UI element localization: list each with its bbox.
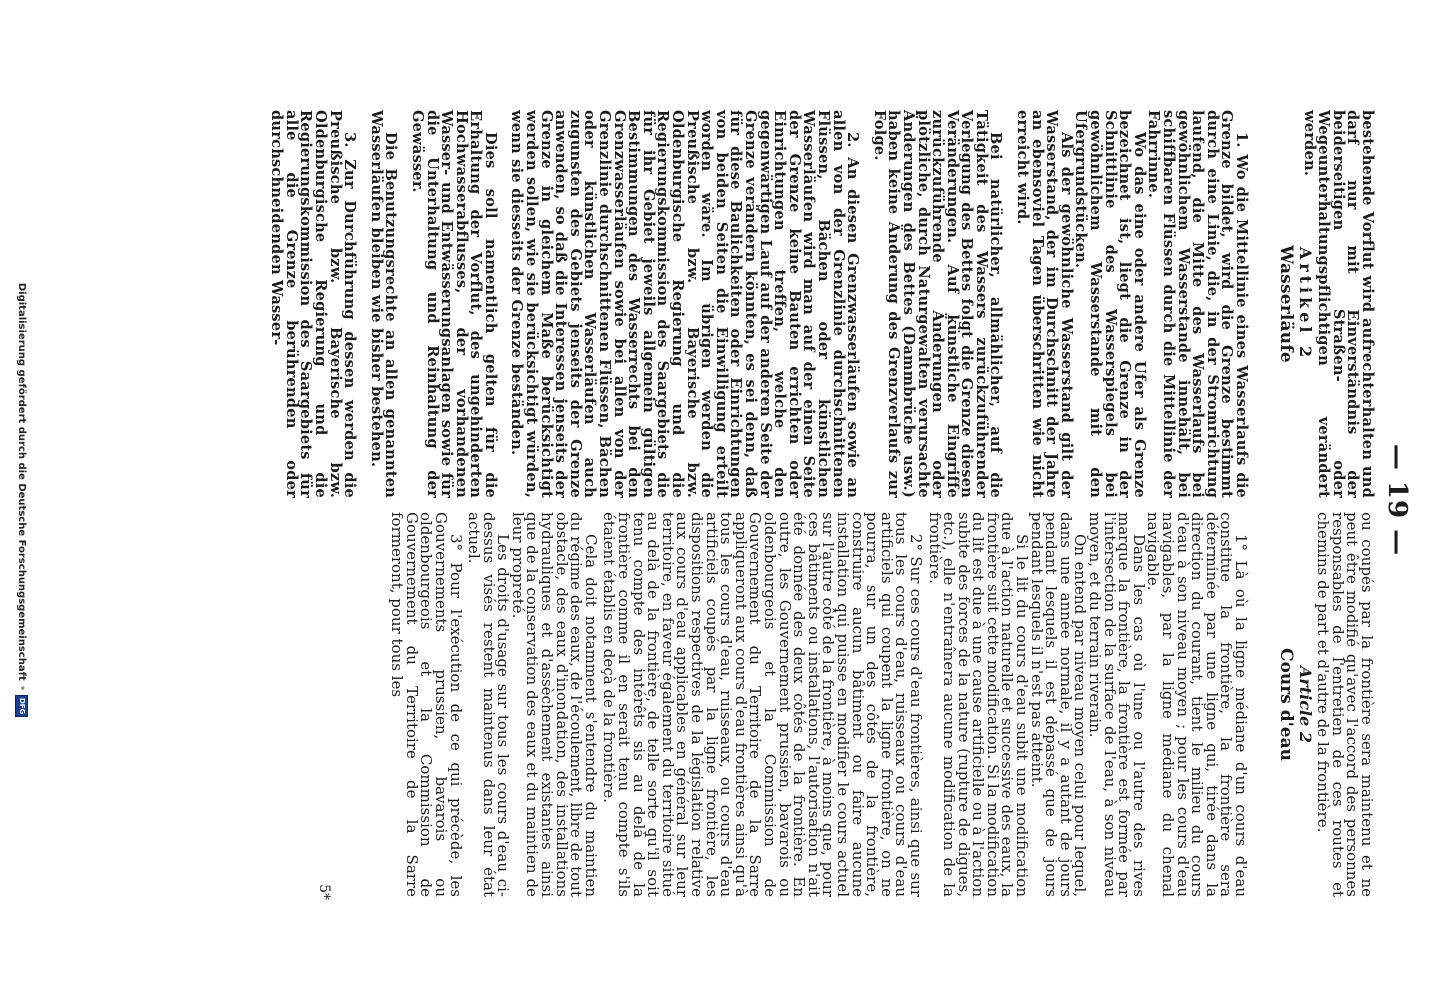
french-article-subheading: Cours d'eau [1276,648,1297,761]
footer-text: Digitalisierung gefördert durch die Deutsche Forschungsgemeinschaft [16,282,28,681]
german-paragraph: Dies soll namentlich gelten für die Erhaltung der Vorflut, des ungehinderten Hochwasserabflusses, der vorhandenen Wasser- und Entwässerungsanlagen sowie für die Unterhaltung und Reinhaltung der Gewässer. [408,110,499,498]
french-paragraph: Les droits d'usage sur tous les cours d'eau ci-dessus visés restent maintenus dans leur état actuel. [465,512,513,897]
german-article-heading-block [1276,110,1315,498]
french-article-heading-block [1276,512,1315,897]
french-paragraphs [390,512,1248,897]
german-paragraph: 1. Wo die Mittellinie eines Wasserlaufs die Grenze bildet, wird die Grenze bestimmt durch eine Linie, die, in der Stromrichtung laufend, die Mitte des Wasserlaufs bei gewöhnlichem Wasserstande innehält, bei schiffbaren Flüssen durch die Mittellinie der Fahrrinne. [1145,110,1250,498]
french-intro-block [1316,512,1374,897]
footer-separator: • [16,684,28,692]
german-paragraphs [269,110,1248,498]
french-paragraph: Dans les cas où l'une ou l'autre des rives marque la frontière, la frontière est formée par l'intersection de la surface de l'eau, à son niveau moyen, et du terrain riverain. [1086,512,1148,897]
french-column [0,512,1434,897]
french-paragraph: On entend par niveau moyen celui pour lequel, dans une année normale, il y a autant de jours pendant lesquels il est dépassé que de jours pendant lesquels il n'est pas atteint. [1027,512,1090,897]
french-article-heading: Article 2 [1296,665,1315,743]
german-column [0,110,1434,498]
french-paragraph: 3° Pour l'exécution de ce qui précède, les Gouvernements prussien, bavarois ou oldenbourgeois et la Commission de Gouvernement du Territoire de la Sarre formeront, pour tous les [388,512,465,897]
german-paragraph: Als der gewöhnliche Wasserstand gilt der Wasserstand, der im Durchschnitt der Jahre an ebensoviel Tagen überschritten wie nicht erreicht wird. [1014,110,1075,498]
french-paragraph: 2° Sur ces cours d'eau frontières, ainsi que sur tous les cours d'eau, ruisseaux ou cours d'eau artificiels qui coupent la ligne frontière, on ne pourra, sur un des côtés de la frontière, construire aucun bâtiment ou faire aucune installation qui puisse en modifier le cours actuel sur l'autre côté de la frontière, à moins que, pour ces bâtiments ou installations, l'autorisation n'ait été donnée des deux côtés de la frontière. En outre, les Gouvernement prussien, bavarois ou oldenbourgeois et la Commission de Gouvernement du Territoire de la Sarre appliqueront aux cours d'eau frontières ainsi qu'à tous les cours d'eau, ruisseaux, ou cours d'eau artificiels coupés par la ligne frontière, les dispositions respectives de la législation relative aux cours d'eau applicables en général sur leur territoire, en faveur également du territoire situé au delà de la frontière, de telle sorte qu'il soit tenu compte des intérêts sis au delà de la frontière comme il en serait tenu compte s'ils étaient établis en deçà de la frontière. [600,512,925,897]
german-paragraph: Die Benutzungsrechte an allen genannten Wasserläufen bleiben wie bisher bestehen. [367,110,400,498]
signature-mark: 5* [316,884,332,900]
german-paragraph: 3. Zur Durchführung dessen werden die Preußische bzw. Bayerische bzw. Oldenburgische Regierung und die Regierungskommission des Saargebiets für alle die Grenze berührenden oder durchschneidenden Wasser- [268,110,359,498]
german-article-heading: Artikel 2 [1296,246,1315,362]
digitization-footer [12,0,32,1000]
german-article-subheading: Wasserläufe [1276,245,1297,363]
german-paragraph: Bei natürlicher, allmählicher, auf die Tätigkeit des Wassers zurückzuführender Verlegung des Bettes folgt die Grenze diesen Veränderungen. Auf künstliche Eingriffe zurückzuführende Änderungen oder plötzliche, durch Naturgewalten verursachte Änderungen des Bettes (Dammbrüche usw.) haben keine Änderung des Grenzverlaufs zur Folge. [870,110,1005,498]
dfg-logo-icon: DFG [16,695,29,717]
french-paragraph: 1° Là où la ligne médiane d'un cours d'eau constitue la frontière, la frontière sera déterminée par une ligne qui, tirée dans la direction du courant, tient le milieu du cours d'eau à son niveau moyen ; pour les cours d'eau navigables, par la ligne médiane du chenal navigable. [1144,512,1250,897]
german-intro: bestehende Vorflut wird aufrechterhalten und darf nur mit Einverständnis der beiderseitigen Straßen- oder Wegeunterhaltungspflichtigen verändert werden. [1300,110,1376,498]
french-paragraph: Si le lit du cours d'eau subit une modification due à l'action naturelle et successive des eaux, la frontière suit cette modification. Si la modification du lit est due à une cause artificielle ou à l'action subite des forces de la nature (rupture de digues, etc.), elle n'entraînera aucune modification de la frontière. [925,512,1032,897]
page-number: — 19 — [1382,443,1412,557]
german-paragraph: Wo das eine oder andere Ufer als Grenze bezeichnet ist, liegt die Grenze in der Schnittlinie des Wasserspiegels bei gewöhnlichem Wasserstande mit den Ufergrundstücken. [1072,110,1148,498]
german-paragraph: 2. An diesen Grenzwasserläufen sowie an allen von der Grenzlinie durchschnittenen Flüssen, Bächen oder künstlichen Wasserläufen wird man auf der einen Seite der Grenze keine Bauten errichten oder Einrichtungen treffen, welche den gegenwärtigen Lauf auf der anderen Seite der Grenze verändern könnten, es sei denn, daß für diese Baulichkeiten oder Einrichtungen von beiden Seiten die Einwilligung erteilt worden wäre. Im übrigen werden die Preußische bzw. Bayerische bzw. Oldenburgische Regierung und die Regierungskommission des Saargebiets die für ihr Gebiet jeweils allgemein gültigen Bestimmungen des Wasserrechts bei den Grenzwasserläufen sowie bei allen von der Grenzlinie durchschnittenen Flüssen, Bächen oder künstlichen Wasserläufen auch zugunsten des Gebiets jenseits der Grenze anwenden, so daß die Interessen jenseits der Grenze in gleichem Maße berücksichtigt werden sollen, wie sie berücksichtigt würden, wenn sie diesseits der Grenze beständen. [508,110,862,498]
french-intro: ou coupés par la frontière sera maintenu et ne peut être modifié qu'avec l'accord des personnes responsables de l'entretien de ces routes et chemins de part et d'autre de la frontière. [1314,512,1376,897]
french-paragraph: Cela doit notamment s'entendre du maintien du régime des eaux, de l'écoulement, libre de tout obstacle, des eaux d'inondation, des installations hydrauliques et d'assèchement existantes ainsi que de la conservation des eaux et du maintien de leur propreté. [508,512,600,897]
